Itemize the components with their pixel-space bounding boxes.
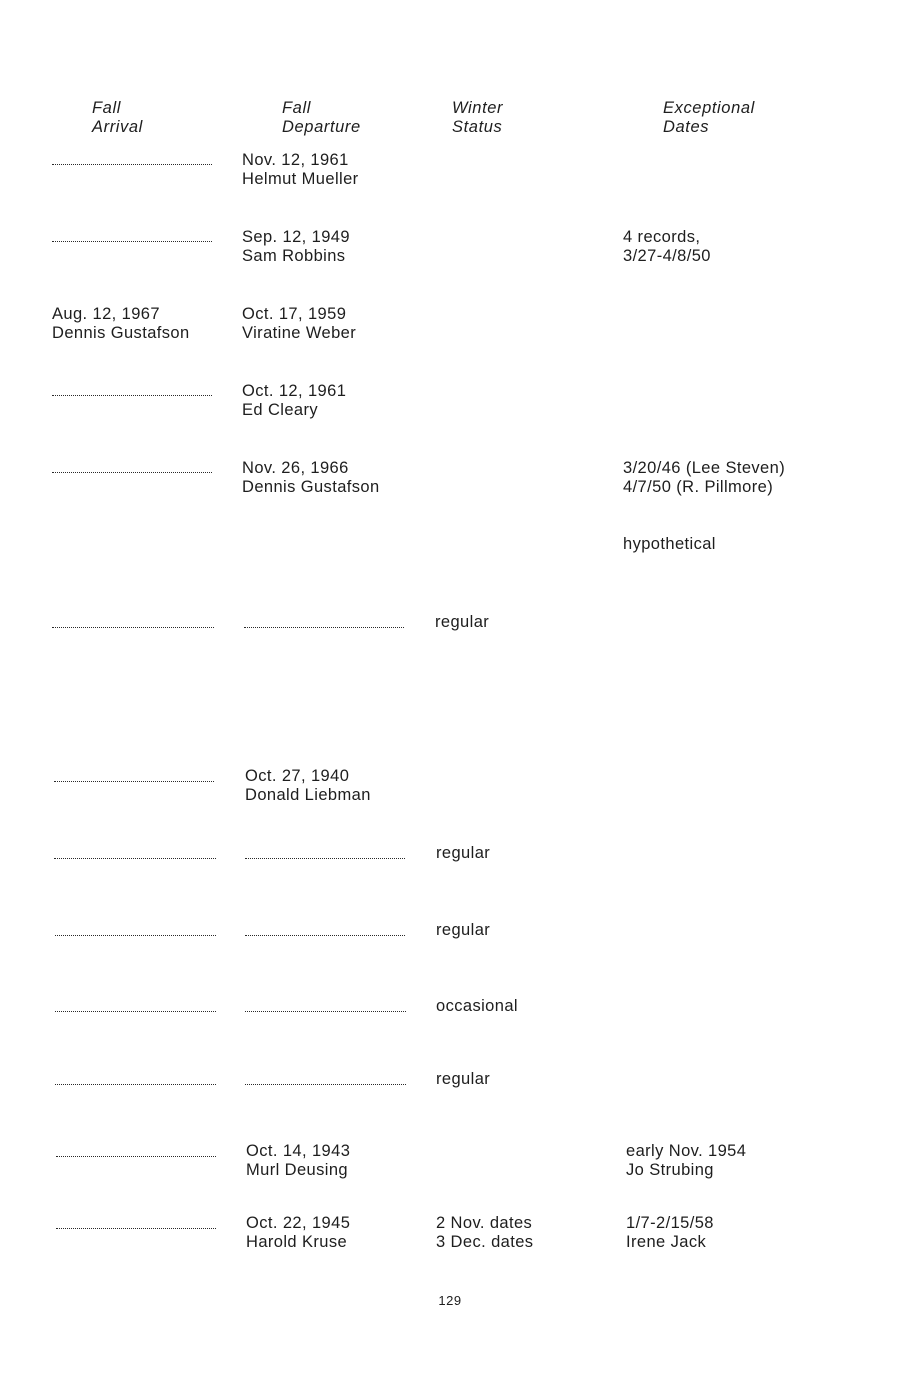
arrival-cell	[52, 305, 190, 342]
winter-cell	[436, 1070, 490, 1089]
winter-cell	[436, 997, 518, 1016]
winter-status: 2 Nov. dates	[436, 1214, 533, 1232]
departure-date: Nov. 26, 1966	[242, 459, 349, 477]
departure-observer: Dennis Gustafson	[242, 477, 380, 496]
winter-cell	[436, 921, 490, 940]
header-fall-departure	[282, 99, 361, 137]
arrival-blank-line	[52, 164, 212, 165]
departure-cell	[242, 459, 380, 496]
exceptional-cell	[623, 535, 716, 554]
header-line: Arrival	[92, 118, 143, 136]
arrival-blank-line	[52, 627, 214, 628]
departure-observer: Ed Cleary	[242, 400, 319, 419]
header-line: Status	[452, 118, 503, 136]
departure-date: Oct. 14, 1943	[246, 1142, 351, 1160]
departure-date: Oct. 12, 1961	[242, 382, 347, 400]
winter-cell	[436, 1214, 533, 1251]
header-fall-arrival	[92, 99, 143, 137]
departure-cell	[242, 151, 359, 188]
exceptional-cell	[623, 228, 711, 265]
exceptional-line: 4/7/50 (R. Pillmore)	[623, 477, 774, 496]
header-winter-status	[452, 99, 503, 137]
arrival-blank-line	[55, 1084, 216, 1085]
departure-observer: Donald Liebman	[245, 785, 371, 804]
exceptional-line: 1/7-2/15/58	[626, 1214, 714, 1232]
departure-blank-line	[245, 1011, 406, 1012]
exceptional-cell	[623, 459, 785, 496]
departure-cell	[242, 305, 356, 342]
departure-observer: Helmut Mueller	[242, 169, 359, 188]
exceptional-line: early Nov. 1954	[626, 1142, 747, 1160]
arrival-blank-line	[54, 781, 214, 782]
departure-cell	[242, 228, 350, 265]
departure-observer: Harold Kruse	[246, 1232, 348, 1251]
winter-status: regular	[435, 613, 490, 631]
departure-blank-line	[244, 627, 404, 628]
departure-observer: Viratine Weber	[242, 323, 357, 342]
arrival-blank-line	[52, 472, 212, 473]
departure-date: Oct. 22, 1945	[246, 1214, 351, 1232]
page-number: 129	[438, 1293, 462, 1308]
header-line: Departure	[282, 118, 361, 136]
exceptional-line: 4 records,	[623, 228, 701, 246]
header-line: Fall	[282, 99, 311, 117]
exceptional-line: Jo Strubing	[626, 1160, 714, 1179]
winter-status: regular	[436, 921, 491, 939]
arrival-blank-line	[55, 935, 216, 936]
arrival-blank-line	[56, 1156, 216, 1157]
winter-cell	[436, 844, 490, 863]
header-line: Dates	[663, 118, 710, 136]
departure-observer: Sam Robbins	[242, 246, 346, 265]
winter-status: regular	[436, 844, 491, 862]
exceptional-line: hypothetical	[623, 535, 716, 553]
winter-status: occasional	[436, 997, 518, 1015]
departure-blank-line	[245, 935, 405, 936]
header-exceptional-dates	[663, 99, 755, 137]
departure-date: Oct. 17, 1959	[242, 305, 347, 323]
arrival-blank-line	[55, 1011, 216, 1012]
arrival-blank-line	[54, 858, 216, 859]
header-line: Fall	[92, 99, 121, 117]
exceptional-line: 3/27-4/8/50	[623, 246, 711, 265]
exceptional-cell	[626, 1214, 714, 1251]
departure-observer: Murl Deusing	[246, 1160, 349, 1179]
header-line: Exceptional	[663, 99, 755, 117]
arrival-observer: Dennis Gustafson	[52, 323, 190, 342]
departure-date: Oct. 27, 1940	[245, 767, 350, 785]
arrival-blank-line	[52, 241, 212, 242]
exceptional-line: 3/20/46 (Lee Steven)	[623, 459, 786, 477]
winter-status: regular	[436, 1070, 491, 1088]
departure-blank-line	[245, 1084, 406, 1085]
departure-cell	[242, 382, 346, 419]
header-line: Winter	[452, 99, 504, 117]
arrival-date: Aug. 12, 1967	[52, 305, 160, 323]
winter-cell	[435, 613, 489, 632]
exceptional-line: Irene Jack	[626, 1232, 707, 1251]
winter-status: 3 Dec. dates	[436, 1232, 534, 1251]
departure-date: Sep. 12, 1949	[242, 228, 350, 246]
departure-date: Nov. 12, 1961	[242, 151, 349, 169]
departure-cell	[246, 1142, 350, 1179]
arrival-blank-line	[56, 1228, 216, 1229]
arrival-blank-line	[52, 395, 212, 396]
departure-cell	[245, 767, 371, 804]
departure-blank-line	[245, 858, 405, 859]
departure-cell	[246, 1214, 350, 1251]
exceptional-cell	[626, 1142, 746, 1179]
